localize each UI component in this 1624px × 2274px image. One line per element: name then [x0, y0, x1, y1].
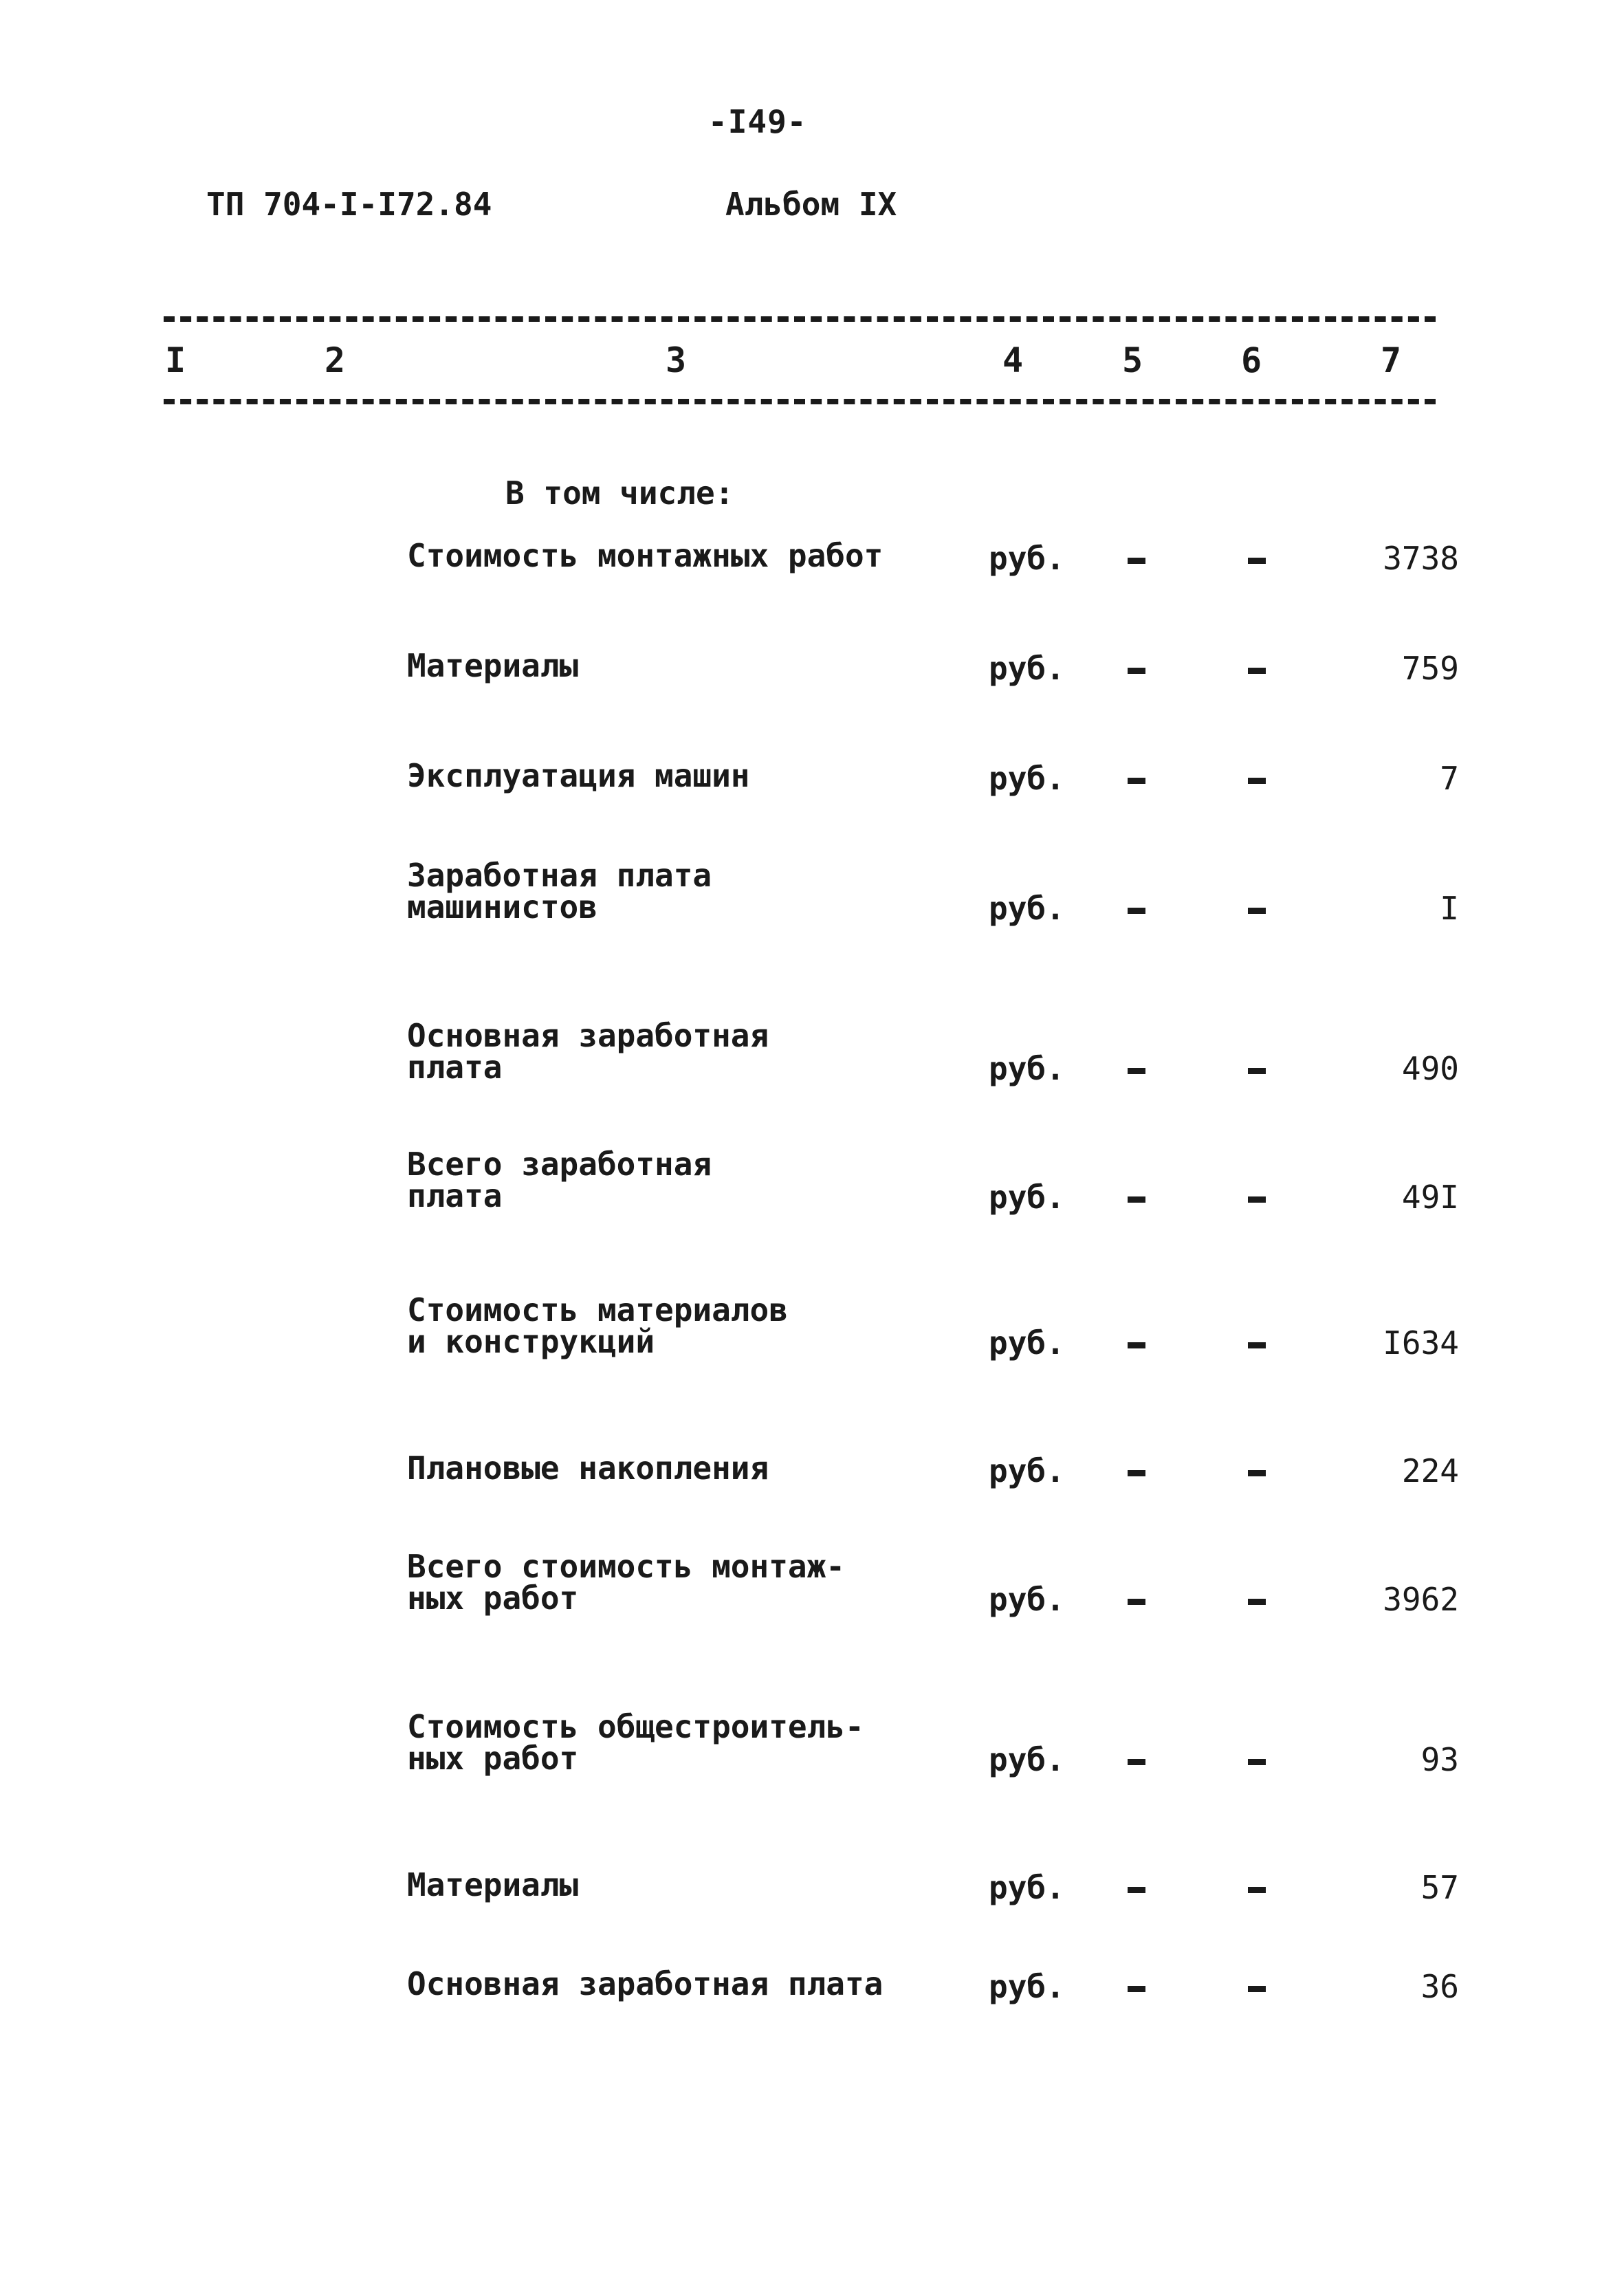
- row-name: Всего заработная плата: [407, 1146, 712, 1214]
- row-value: 759: [1401, 650, 1459, 687]
- row-col5-dash: [1128, 1986, 1145, 1992]
- row-col6-dash: [1248, 1470, 1266, 1476]
- row-col6-dash: [1248, 558, 1266, 564]
- row-value: 93: [1420, 1741, 1459, 1778]
- row-col6-dash: [1248, 778, 1266, 784]
- row-unit: руб.: [989, 1581, 1065, 1618]
- row-unit: руб.: [989, 1324, 1065, 1362]
- row-unit: руб.: [989, 760, 1065, 797]
- document-code: ТП 704-I-I72.84: [206, 186, 492, 223]
- row-unit: руб.: [989, 650, 1065, 687]
- row-col6-dash: [1248, 668, 1266, 674]
- row-unit: руб.: [989, 1452, 1065, 1489]
- row-col5-dash: [1128, 1759, 1145, 1765]
- row-name: Стоимость материалов и конструкций: [407, 1291, 788, 1360]
- row-unit: руб.: [989, 1869, 1065, 1906]
- row-col5-dash: [1128, 558, 1145, 564]
- row-unit: руб.: [989, 1968, 1065, 2005]
- row-value: 7: [1440, 760, 1459, 797]
- column-number-1: I: [165, 340, 186, 380]
- row-value: 490: [1401, 1050, 1459, 1087]
- row-name: Основная заработная плата: [407, 1965, 884, 2002]
- row-value: 36: [1420, 1968, 1459, 2005]
- row-unit: руб.: [989, 890, 1065, 927]
- album-label: Альбом IX: [725, 186, 897, 223]
- column-number-4: 4: [1002, 340, 1024, 380]
- row-name: Основная заработная плата: [407, 1017, 769, 1086]
- row-name: Всего стоимость монтаж- ных работ: [407, 1548, 845, 1617]
- column-number-3: 3: [666, 340, 687, 380]
- row-value: 3738: [1383, 540, 1459, 577]
- column-number-6: 6: [1241, 340, 1262, 380]
- row-name: Стоимость монтажных работ: [407, 537, 884, 574]
- row-col6-dash: [1248, 1599, 1266, 1605]
- row-col5-dash: [1128, 1342, 1145, 1348]
- row-value: 224: [1401, 1452, 1459, 1489]
- row-col6-dash: [1248, 1068, 1266, 1074]
- row-col5-dash: [1128, 778, 1145, 784]
- row-col5-dash: [1128, 668, 1145, 674]
- row-name: Стоимость общестроитель- ных работ: [407, 1708, 864, 1777]
- row-value: 3962: [1383, 1581, 1459, 1618]
- row-col5-dash: [1128, 1196, 1145, 1203]
- row-unit: руб.: [989, 1050, 1065, 1087]
- row-col5-dash: [1128, 1887, 1145, 1893]
- page-number: -I49-: [708, 103, 807, 140]
- row-col5-dash: [1128, 1470, 1145, 1476]
- column-number-7: 7: [1381, 340, 1402, 380]
- row-value: 57: [1420, 1869, 1459, 1906]
- row-col5-dash: [1128, 1599, 1145, 1605]
- row-value: I634: [1383, 1324, 1459, 1362]
- row-value: 49I: [1401, 1179, 1459, 1216]
- row-col6-dash: [1248, 1342, 1266, 1348]
- row-col6-dash: [1248, 1986, 1266, 1992]
- row-name: Материалы: [407, 647, 579, 684]
- row-col6-dash: [1248, 1196, 1266, 1203]
- row-col6-dash: [1248, 1759, 1266, 1765]
- table-header-rule-top: [164, 316, 1436, 322]
- table-header-rule-bottom: [164, 399, 1436, 404]
- column-number-5: 5: [1122, 340, 1143, 380]
- row-col6-dash: [1248, 908, 1266, 914]
- column-number-2: 2: [325, 340, 346, 380]
- row-col5-dash: [1128, 1068, 1145, 1074]
- row-name: Заработная плата машинистов: [407, 857, 712, 926]
- row-name: Плановые накопления: [407, 1450, 769, 1487]
- row-col6-dash: [1248, 1887, 1266, 1893]
- row-unit: руб.: [989, 540, 1065, 577]
- row-name: Эксплуатация машин: [407, 757, 750, 794]
- row-col5-dash: [1128, 908, 1145, 914]
- row-unit: руб.: [989, 1741, 1065, 1778]
- section-subtitle: В том числе:: [505, 474, 734, 512]
- row-value: I: [1440, 890, 1459, 927]
- row-unit: руб.: [989, 1179, 1065, 1216]
- row-name: Материалы: [407, 1866, 579, 1903]
